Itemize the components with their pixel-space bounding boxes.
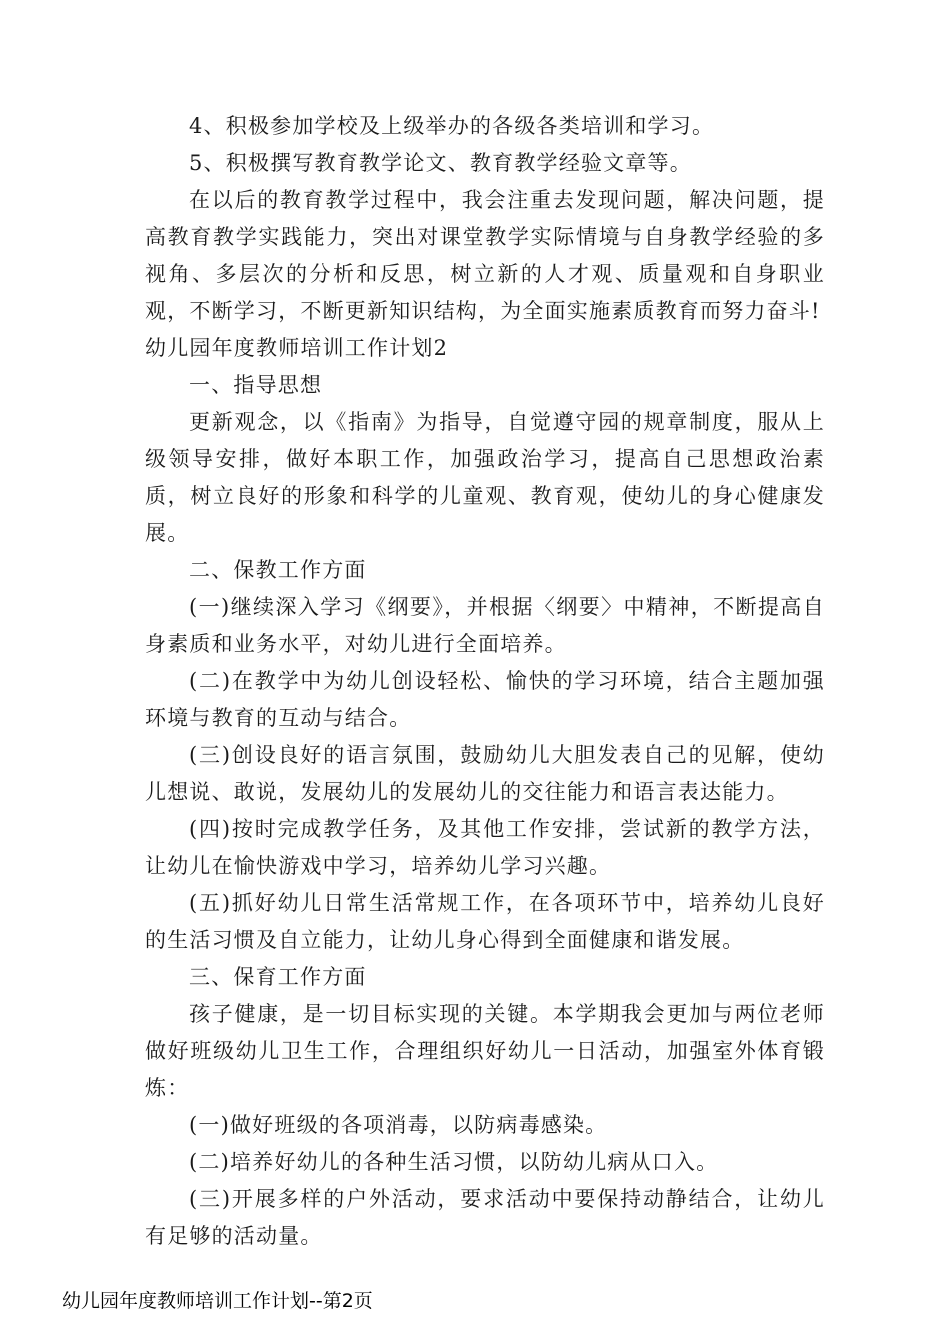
page-footer: 幼儿园年度教师培训工作计划--第2页 (62, 1290, 373, 1312)
list-item: (一)做好班级的各项消毒，以防病毒感染。 (189, 1113, 608, 1137)
list-item: (五)抓好幼儿日常生活常规工作，在各项环节中，培养幼儿良好的生活习惯及自立能力，让幼儿身心得到全面健康和谐发展。 (145, 891, 825, 952)
section-heading: 二、保教工作方面 (189, 558, 367, 582)
document-body (145, 108, 825, 1255)
paragraph: 5、积极撰写教育教学论文、教育教学经验文章等。 (189, 151, 692, 175)
section-title: 幼儿园年度教师培训工作计划2 (145, 336, 449, 360)
paragraph: 在以后的教育教学过程中，我会注重去发现问题，解决问题，提高教育教学实践能力，突出对课堂教学实际情境与自身教学经验的多视角、多层次的分析和反思，树立新的人才观、质量观和自身职业观，不断学习，不断更新知识结构，为全面实施素质教育而努力奋斗! (145, 188, 825, 323)
list-item: (一)继续深入学习《纲要》，并根据〈纲要〉中精神，不断提高自身素质和业务水平，对幼儿进行全面培养。 (145, 595, 825, 656)
list-item: (三)创设良好的语言氛围，鼓励幼儿大胆发表自己的见解，使幼儿想说、敢说，发展幼儿的发展幼儿的交往能力和语言表达能力。 (145, 743, 825, 804)
list-item: (四)按时完成教学任务，及其他工作安排，尝试新的教学方法，让幼儿在愉快游戏中学习，培养幼儿学习兴趣。 (145, 817, 825, 878)
paragraph: 更新观念，以《指南》为指导，自觉遵守园的规章制度，服从上级领导安排，做好本职工作，加强政治学习，提高自己思想政治素质，树立良好的形象和科学的儿童观、教育观，使幼儿的身心健康发展。 (145, 410, 825, 545)
list-item: (三)开展多样的户外活动，要求活动中要保持动静结合，让幼儿有足够的活动量。 (145, 1187, 825, 1248)
paragraph: 孩子健康，是一切目标实现的关键。本学期我会更加与两位老师做好班级幼儿卫生工作，合理组织好幼儿一日活动，加强室外体育锻炼： (145, 1002, 825, 1100)
section-heading: 三、保育工作方面 (189, 965, 367, 989)
list-item: (二)培养好幼儿的各种生活习惯，以防幼儿病从口入。 (189, 1150, 719, 1174)
section-heading: 一、指导思想 (189, 373, 323, 397)
list-item: (二)在教学中为幼儿创设轻松、愉快的学习环境，结合主题加强环境与教育的互动与结合。 (145, 669, 825, 730)
paragraph: 4、积极参加学校及上级举办的各级各类培训和学习。 (189, 114, 715, 138)
